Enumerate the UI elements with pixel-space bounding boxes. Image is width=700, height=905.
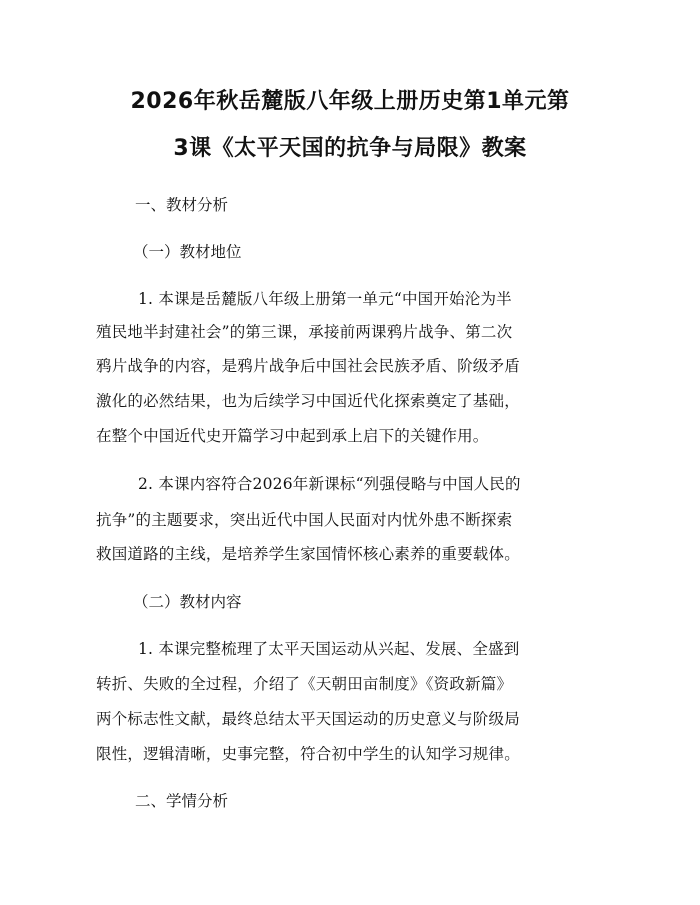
- section-heading-student-analysis: 二、学情分析: [135, 792, 229, 810]
- paragraph-line: 抗争”的主题要求，突出近代中国人民面对内忧外患不断探索: [96, 511, 513, 529]
- paragraph-line: 1. 本课完整梳理了太平天国运动从兴起、发展、全盛到: [138, 640, 520, 658]
- subsection-heading-textbook-content: （二）教材内容: [133, 593, 242, 611]
- paragraph-line: 殖民地半封建社会”的第三课，承接前两课鸦片战争、第二次: [96, 323, 513, 341]
- paragraph-line: 2. 本课内容符合2026年新课标“列强侵略与中国人民的: [138, 475, 521, 493]
- subsection-heading-textbook-position: （一）教材地位: [133, 243, 242, 261]
- paragraph-line: 两个标志性文献，最终总结太平天国运动的历史意义与阶级局: [96, 710, 520, 728]
- document-title-line-1: 2026年秋岳麓版八年级上册历史第1单元第: [130, 89, 570, 114]
- document-title-line-2: 3课《太平天国的抗争与局限》教案: [173, 136, 527, 161]
- paragraph-line: 在整个中国近代史开篇学习中起到承上启下的关键作用。: [96, 427, 489, 445]
- paragraph-line: 鸦片战争的内容，是鸦片战争后中国社会民族矛盾、阶级矛盾: [96, 357, 520, 375]
- paragraph-line: 救国道路的主线，是培养学生家国情怀核心素养的重要载体。: [96, 545, 520, 563]
- paragraph-line: 激化的必然结果，也为后续学习中国近代化探索奠定了基础，: [96, 392, 520, 410]
- section-heading-textbook-analysis: 一、教材分析: [135, 196, 229, 214]
- paragraph-line: 1. 本课是岳麓版八年级上册第一单元“中国开始沦为半: [138, 290, 512, 308]
- paragraph-line: 转折、失败的全过程，介绍了《天朝田亩制度》《资政新篇》: [96, 675, 513, 693]
- paragraph-line: 限性，逻辑清晰，史事完整，符合初中学生的认知学习规律。: [96, 745, 520, 763]
